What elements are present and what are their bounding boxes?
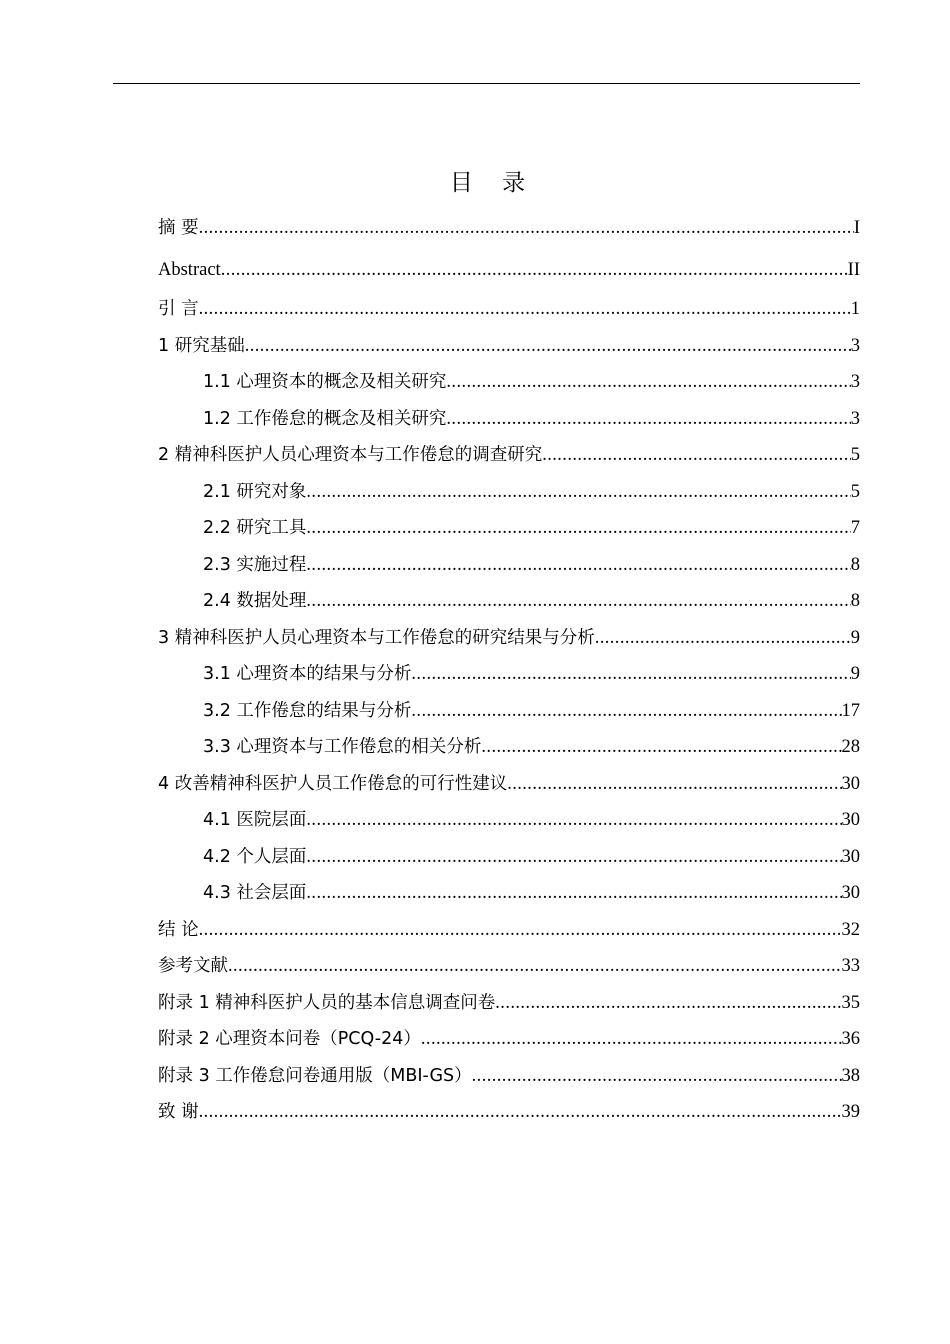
toc-entry-label: 引 言 — [158, 299, 199, 319]
toc-entry[interactable] — [158, 474, 860, 511]
toc-entry-label: 摘 要 — [158, 218, 199, 238]
toc-entry[interactable] — [158, 912, 860, 949]
toc-entry-label: 附录 2 心理资本问卷（PCQ-24） — [158, 1029, 421, 1049]
toc-entry[interactable] — [158, 437, 860, 474]
toc-entry[interactable] — [158, 1058, 860, 1095]
toc-entry[interactable] — [158, 1094, 860, 1131]
toc-dot-leader — [306, 802, 841, 839]
toc-entry-page: 9 — [850, 627, 860, 648]
toc-entry-page: 32 — [841, 919, 860, 940]
toc-entry-page: 33 — [841, 956, 860, 976]
toc-dot-leader — [306, 839, 841, 876]
toc-entry[interactable] — [158, 656, 860, 693]
toc-entry[interactable] — [158, 693, 860, 730]
toc-entry-label: 结 论 — [158, 919, 199, 940]
toc-dot-leader — [495, 985, 841, 1022]
toc-entry[interactable] — [158, 839, 860, 876]
toc-entry-page: 8 — [850, 554, 860, 575]
toc-dot-leader — [481, 729, 841, 766]
toc-entry-label: 致 谢 — [158, 1102, 199, 1122]
toc-entry[interactable] — [158, 1021, 860, 1058]
toc-dot-leader — [411, 693, 841, 730]
toc-dot-leader — [306, 875, 841, 912]
page-title: 目 录 — [449, 170, 526, 196]
toc-entry-page: I — [853, 218, 860, 238]
toc-dot-leader — [507, 766, 841, 803]
toc-dot-leader — [245, 328, 851, 365]
toc-entry-page: 30 — [841, 773, 860, 794]
toc-dot-leader — [446, 401, 850, 438]
toc-entry[interactable] — [158, 510, 860, 547]
toc-entry-page: 5 — [850, 445, 860, 465]
toc-entry-page: 7 — [850, 518, 860, 538]
toc-entry-label: 2.3 实施过程 — [203, 554, 307, 575]
toc-entry-label: 2 精神科医护人员心理资本与工作倦怠的调查研究 — [158, 445, 543, 465]
toc-entry[interactable] — [158, 802, 860, 839]
toc-entry-page: 3 — [850, 372, 860, 392]
toc-entry[interactable] — [158, 948, 860, 985]
toc-dot-leader — [199, 291, 851, 328]
toc-dot-leader — [306, 474, 850, 511]
toc-entry-page: 30 — [841, 810, 860, 830]
toc-entry-page: 5 — [850, 481, 860, 502]
toc-dot-leader — [199, 207, 854, 249]
toc-dot-leader — [446, 364, 850, 401]
toc-entry[interactable] — [158, 328, 860, 365]
toc-dot-leader — [221, 249, 848, 291]
toc-entry-page: 38 — [841, 1065, 860, 1086]
toc-entry[interactable] — [158, 364, 860, 401]
toc-entry-page: 17 — [841, 700, 860, 721]
toc-entry-label: 2.2 研究工具 — [203, 518, 307, 538]
toc-entry-label: 1 研究基础 — [158, 335, 245, 356]
toc-entry[interactable] — [158, 985, 860, 1022]
toc-entry[interactable] — [158, 766, 860, 803]
toc-entry-page: 30 — [841, 883, 860, 903]
toc-entry-page: 3 — [850, 408, 860, 429]
toc-entry[interactable] — [158, 547, 860, 584]
toc-entry[interactable] — [158, 875, 860, 912]
toc-entry-page: 28 — [841, 737, 860, 757]
toc-entry-page: 3 — [850, 335, 860, 356]
toc-entry-label: 1.2 工作倦怠的概念及相关研究 — [203, 408, 447, 429]
toc-dot-leader — [306, 510, 850, 547]
toc-entry[interactable] — [158, 620, 860, 657]
toc-dot-leader — [199, 1094, 842, 1131]
toc-entry-page: 36 — [841, 1029, 860, 1049]
header-rule — [113, 83, 860, 84]
toc-entry[interactable] — [158, 249, 860, 291]
toc-entry-label: 1.1 心理资本的概念及相关研究 — [203, 372, 447, 392]
toc-dot-leader — [411, 656, 850, 693]
toc-entry-label: 附录 3 工作倦怠问卷通用版（MBI-GS） — [158, 1065, 472, 1086]
toc-entry-label: 3.3 心理资本与工作倦怠的相关分析 — [203, 737, 482, 757]
toc-entry-page: II — [847, 260, 860, 280]
toc-entry-label: 参考文献 — [158, 956, 228, 976]
toc-dot-leader — [542, 437, 851, 474]
toc-dot-leader — [306, 547, 850, 584]
toc-dot-leader — [199, 912, 842, 949]
toc-entry[interactable] — [158, 207, 860, 249]
toc-entry-page: 8 — [850, 591, 860, 611]
toc-entry[interactable] — [158, 401, 860, 438]
toc-entry[interactable] — [158, 291, 860, 328]
toc-dot-leader — [228, 948, 842, 985]
toc-entry-label: 3 精神科医护人员心理资本与工作倦怠的研究结果与分析 — [158, 627, 595, 648]
toc-entry-label: 3.1 心理资本的结果与分析 — [203, 664, 412, 684]
toc-entry-page: 35 — [841, 992, 860, 1013]
toc-dot-leader — [421, 1021, 842, 1058]
toc-entry[interactable] — [158, 729, 860, 766]
toc-dot-leader — [595, 620, 851, 657]
toc-entry-label: 4.3 社会层面 — [203, 883, 307, 903]
toc-entry-page: 30 — [841, 846, 860, 867]
toc-entry-label: 3.2 工作倦怠的结果与分析 — [203, 700, 412, 721]
toc-entry-label: 附录 1 精神科医护人员的基本信息调查问卷 — [158, 992, 496, 1013]
toc-entry-label: Abstract — [158, 260, 221, 280]
toc-entry[interactable] — [158, 583, 860, 620]
toc-entry-page: 39 — [841, 1102, 860, 1122]
toc-entry-label: 4 改善精神科医护人员工作倦怠的可行性建议 — [158, 773, 508, 794]
table-of-contents — [158, 207, 860, 1131]
toc-entry-page: 1 — [850, 299, 860, 319]
toc-dot-leader — [472, 1058, 842, 1095]
toc-entry-label: 4.1 医院层面 — [203, 810, 307, 830]
toc-dot-leader — [306, 583, 850, 620]
toc-entry-label: 4.2 个人层面 — [203, 846, 307, 867]
toc-entry-page: 9 — [850, 664, 860, 684]
toc-entry-label: 2.1 研究对象 — [203, 481, 307, 502]
toc-entry-label: 2.4 数据处理 — [203, 591, 307, 611]
